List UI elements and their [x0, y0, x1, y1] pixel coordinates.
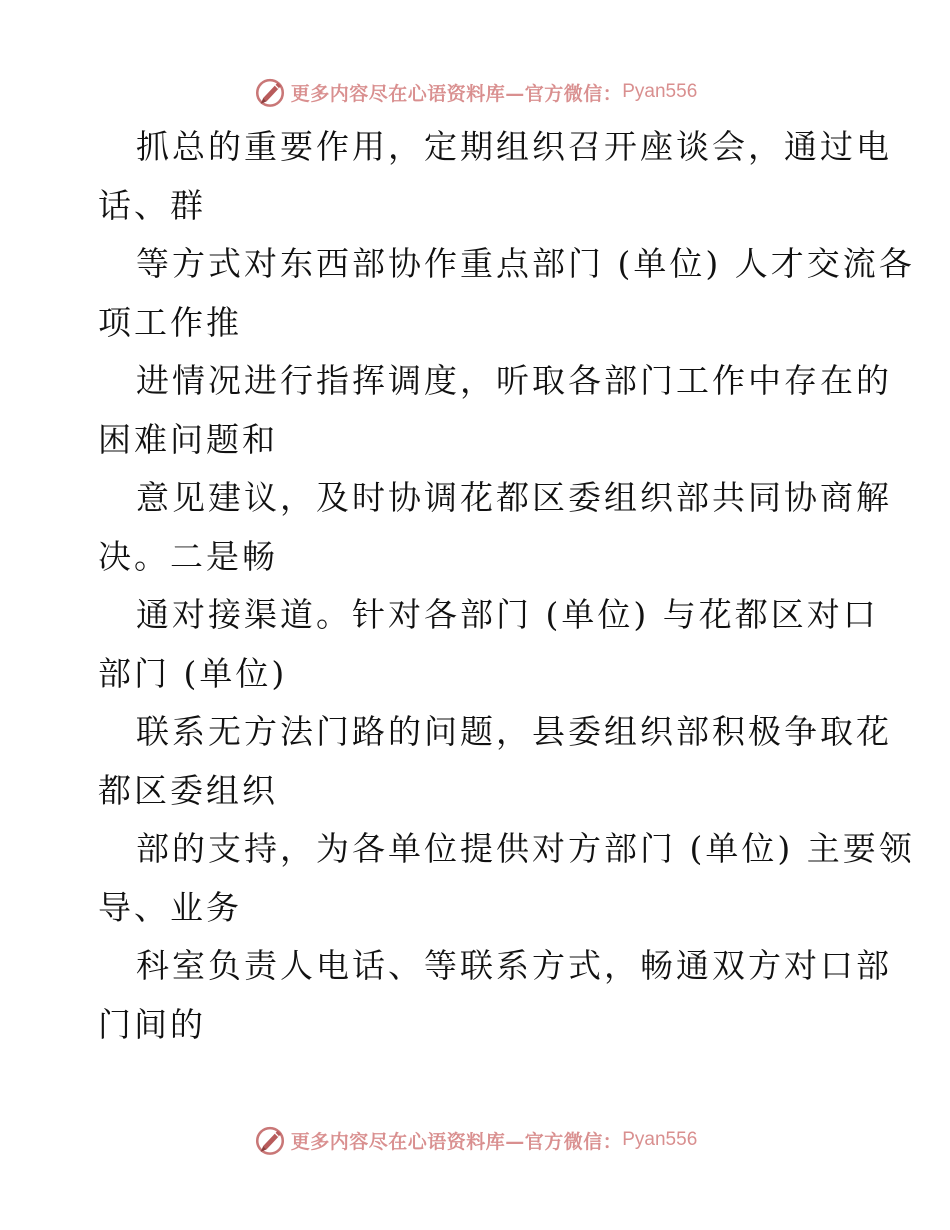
footer-banner — [0, 1120, 950, 1160]
header-brand-text: 更多内容尽在心语资料库—官方微信： — [290, 82, 623, 105]
body-line: 科室负责人电话、等联系方式，畅通双方对口部 — [136, 946, 892, 985]
body-line: 通对接渠道。针对各部门 (单位) 与花都区对口 — [136, 595, 879, 634]
footer-brand-text: 更多内容尽在心语资料库—官方微信： — [290, 1130, 623, 1153]
header-banner — [0, 72, 950, 112]
body-line: 部门 (单位) — [98, 653, 288, 693]
body-line: 意见建议，及时协调花都区委组织部共同协商解 — [136, 478, 892, 517]
pen-circle-logo-icon — [253, 1123, 287, 1157]
body-line: 部的支持，为各单位提供对方部门 (单位) 主要领 — [136, 829, 915, 868]
body-line: 都区委组织 — [98, 770, 278, 810]
body-line: 抓总的重要作用，定期组织召开座谈会，通过电 — [136, 127, 892, 166]
pen-circle-logo-icon — [253, 75, 287, 109]
document-body — [98, 118, 915, 1054]
body-line: 决。二是畅 — [98, 536, 278, 576]
header-contact: Pyan556 — [622, 81, 698, 102]
body-line: 联系无方法门路的问题，县委组织部积极争取花 — [136, 712, 892, 751]
body-line: 项工作推 — [98, 302, 242, 342]
body-line: 等方式对东西部协作重点部门 (单位) 人才交流各 — [136, 244, 915, 283]
body-line: 导、业务 — [98, 887, 242, 927]
body-line: 话、群 — [98, 185, 206, 225]
body-line: 门间的 — [98, 1004, 206, 1044]
body-line: 进情况进行指挥调度，听取各部门工作中存在的 — [136, 361, 892, 400]
footer-contact: Pyan556 — [622, 1129, 698, 1150]
body-line: 困难问题和 — [98, 419, 278, 459]
